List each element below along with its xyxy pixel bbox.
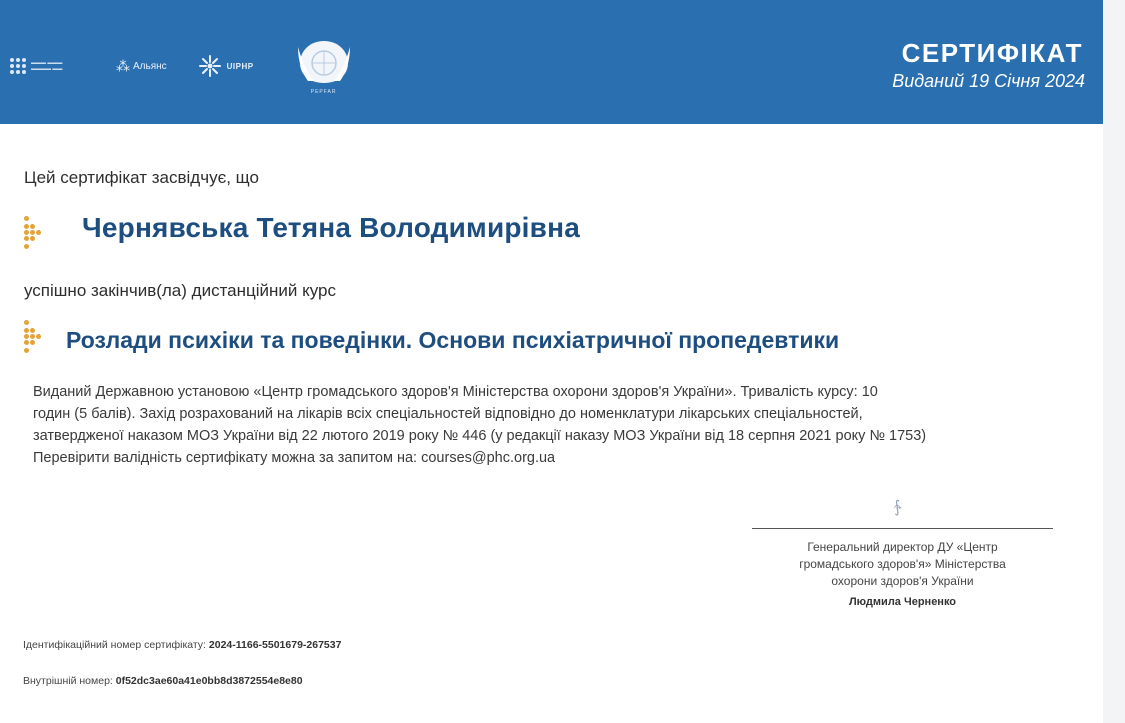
phc-dots-icon (10, 58, 26, 74)
uiphp-star-icon (197, 53, 223, 79)
globe-emblem-icon (292, 37, 356, 87)
certificate-id (23, 639, 341, 651)
completion-text: успішно закінчив(ла) дистанційний курс (24, 281, 337, 300)
details-line-verification: Перевірити валідність сертифікату можна за запитом на: courses@phc.org.ua (33, 450, 556, 466)
alliance-logo (116, 58, 167, 75)
internal-number (23, 675, 303, 687)
signer-title-line: громадського здоров'я» Міністерства (799, 557, 1006, 571)
certificate-title: СЕРТИФІКАТ (901, 38, 1083, 68)
uiphp-logo (197, 53, 254, 79)
phc-logo: ▬▬▬ ▬▬▬ ▬▬▬▬ ▬▬ (10, 58, 86, 74)
intro-text: Цей сертифікат засвідчує, що (24, 168, 259, 187)
issue-date: Виданий 19 Січня 2024 (892, 71, 1085, 91)
name-marker-icon (22, 216, 46, 256)
uiphp-logo-label: UIPHP (226, 61, 254, 71)
signer-title (752, 539, 1053, 590)
recipient-name: Чернявська Тетяна Володимирівна (82, 212, 580, 243)
certificate-id-label: Ідентифікаційний номер сертифікату: (23, 639, 206, 651)
certificate-header (0, 0, 1103, 124)
details-line: Виданий Державною установою «Центр громадського здоров'я Міністерства охорони здоров'я України». Тривалість курсу: 10 (33, 384, 878, 400)
partner-logos (10, 36, 386, 96)
pepfar-caption: PEPFAR (310, 89, 337, 95)
details-line: затвердженої наказом МОЗ України від 22 лютого 2019 року № 446 (у редакції наказу МОЗ України від 18 серпня 2021 року № 1753) (33, 428, 927, 444)
course-details (33, 381, 1073, 469)
alliance-people-icon: ⁂ (116, 57, 130, 74)
pepfar-logo (292, 37, 356, 95)
viewer-gutter (1103, 0, 1125, 723)
internal-number-value: 0f52dc3ae60a41e0bb8d3872554e8e80 (115, 675, 303, 687)
alliance-logo-label: Альянс (133, 60, 167, 72)
course-marker-icon (22, 320, 46, 360)
certificate-id-value: 2024-1166-5501679-267537 (208, 639, 342, 651)
details-line: годин (5 балів). Захід розрахований на лікарів всіх спеціальностей відповідно до номенклатури лікарських спеціальностей, (33, 406, 863, 422)
signature-mark-icon: ∱ (891, 498, 903, 517)
course-title: Розлади психіки та поведінки. Основи психіатричної пропедевтики (66, 327, 840, 353)
signature-line (752, 528, 1053, 529)
internal-number-label: Внутрішній номер: (23, 675, 113, 687)
signer-title-line: охорони здоров'я України (831, 574, 974, 588)
signer-title-line: Генеральний директор ДУ «Центр (807, 540, 998, 554)
signer-name: Людмила Черненко (848, 596, 957, 608)
